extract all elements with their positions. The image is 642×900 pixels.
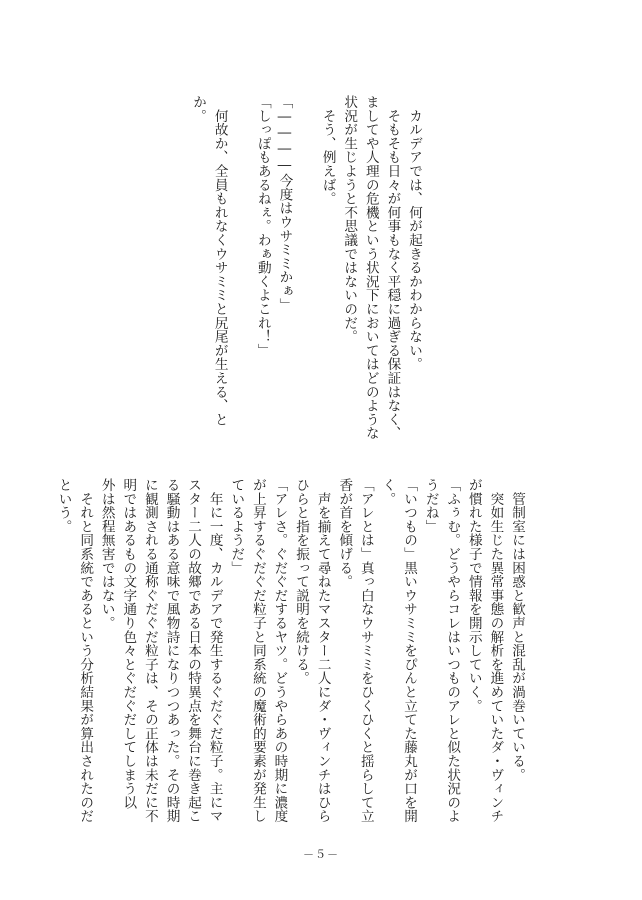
- text-line: 「しっぽもあるねぇ。わぁ動くよこれ！」: [254, 95, 271, 358]
- text-line: く。: [379, 478, 396, 506]
- text-line: 明ではあるもの文字通り色々とぐだぐだしてしまう以: [120, 478, 137, 810]
- text-line: それと同系統であるという分析結果が算出されたのだ: [77, 478, 94, 823]
- text-line: という。: [55, 478, 72, 534]
- page-number: －５－: [303, 848, 339, 861]
- text-line: か。: [190, 95, 207, 123]
- text-line: ひらと指を振って説明を続ける。: [293, 478, 310, 685]
- text-line: 「――――今度はウサミミかぁ」: [276, 95, 293, 312]
- top-text-block: [186, 95, 424, 440]
- text-line: 「ふぅむ。どうやらコレはいつものアレと似た状況のよ: [444, 478, 461, 823]
- text-line: スター二人の故郷である日本の特異点を舞台に巻き起こ: [185, 478, 202, 823]
- text-line: 外は然程無害ではない。: [98, 478, 115, 630]
- text-line: そう、例えば。: [319, 95, 336, 206]
- text-line: 「アレとは」真っ白なウサミミをひくひくと揺らして立: [357, 478, 374, 823]
- text-line: 年に一度、カルデアで発生するぐだぐだ粒子。主にマ: [206, 478, 223, 823]
- text-line: 管制室には困惑と歓声と混乱が渦巻いている。: [509, 478, 525, 782]
- text-line: る騒動はある意味で風物詩になりつつあった。その時期: [163, 478, 180, 823]
- text-line: 声を揃えて尋ねたマスター二人にダ・ヴィンチはひら: [314, 478, 331, 823]
- text-line: ているようだ」: [228, 478, 245, 575]
- text-line: が上昇するぐだぐだ粒子と同系統の魔術的要素が発生し: [249, 478, 266, 823]
- text-line: うだね」: [422, 478, 439, 534]
- bottom-text-block: [52, 478, 527, 823]
- text-line: カルデアでは、何が起きるかわからない。: [406, 95, 422, 371]
- text-line: 「アレさ。ぐだぐだするヤツ。どうやらあの時期に濃度: [271, 478, 288, 823]
- text-line: に観測される通称ぐだぐだ粒子は、その正体は未だに不: [141, 478, 158, 823]
- text-line: 突如生じた異常事態の解析を進めていたダ・ヴィンチ: [487, 478, 504, 823]
- text-line: そもそも日々が何事もなく平穏に過ぎる保証はなく、: [384, 95, 401, 440]
- text-line: 状況が生じようと不思議ではないのだ。: [341, 95, 358, 344]
- text-line: 何故か、全員もれなくウサミミと尻尾が生える、と: [211, 95, 228, 427]
- text-line: [294, 95, 316, 435]
- text-line: [230, 95, 252, 435]
- text-line: が慣れた様子で情報を開示していく。: [465, 478, 482, 713]
- text-line: 「いつもの」黒いウサミミをぴんと立てた藤丸が口を開: [401, 478, 418, 823]
- text-line: ましてや人理の危機という状況下においてはどのような: [362, 95, 379, 440]
- text-line: 香が首を傾げる。: [336, 478, 353, 589]
